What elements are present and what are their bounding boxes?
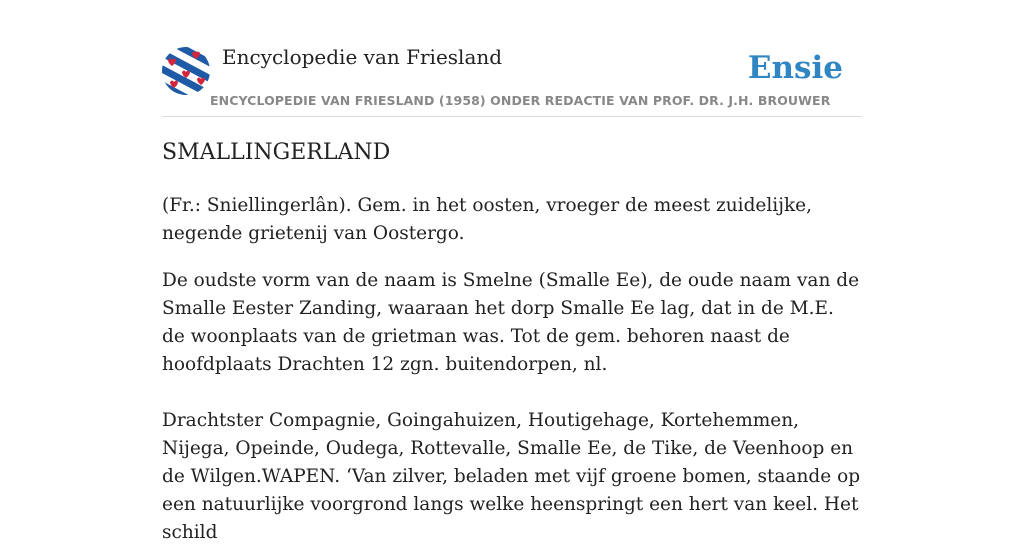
site-header [162,0,862,117]
article-paragraph: De oudste vorm van de naam is Smelne (Smalle Ee), de oude naam van de Smalle Eester Zanding, waaraan het dorp Smalle Ee lag, dat in de M.E. de woonplaats van de grietman was. Tot de gem. behoren naast de hoofdplaats Drachten 12 zgn. buitendorpen, nl. [162,270,860,375]
source-subtitle: ENCYCLOPEDIE VAN FRIESLAND (1958) ONDER REDACTIE VAN PROF. DR. J.H. BROUWER [210,93,831,108]
article-paragraph: (Fr.: Sniellingerlân). Gem. in het oosten, vroeger de meest zuidelijke, negende grietenij van Oostergo. [162,195,812,244]
site-title-link[interactable]: Encyclopedie van Friesland [222,45,503,69]
ensie-brand-link[interactable]: Ensie [747,50,843,86]
page [162,0,862,543]
frisian-flag-logo-icon[interactable] [162,47,210,95]
article-paragraph: Drachtster Compagnie, Goingahuizen, Houtigehage, Kortehemmen, Nijega, Opeinde, Oudega, Rottevalle, Smalle Ee, de Tike, de Veenhoop en de Wilgen.WAPEN. ‘Van zilver, beladen met vijf groene bomen, staande op een natuurlijke voorgrond langs welke heenspringt een hert van keel. Het schild [162,410,861,543]
article-title: SMALLINGERLAND [162,140,391,165]
